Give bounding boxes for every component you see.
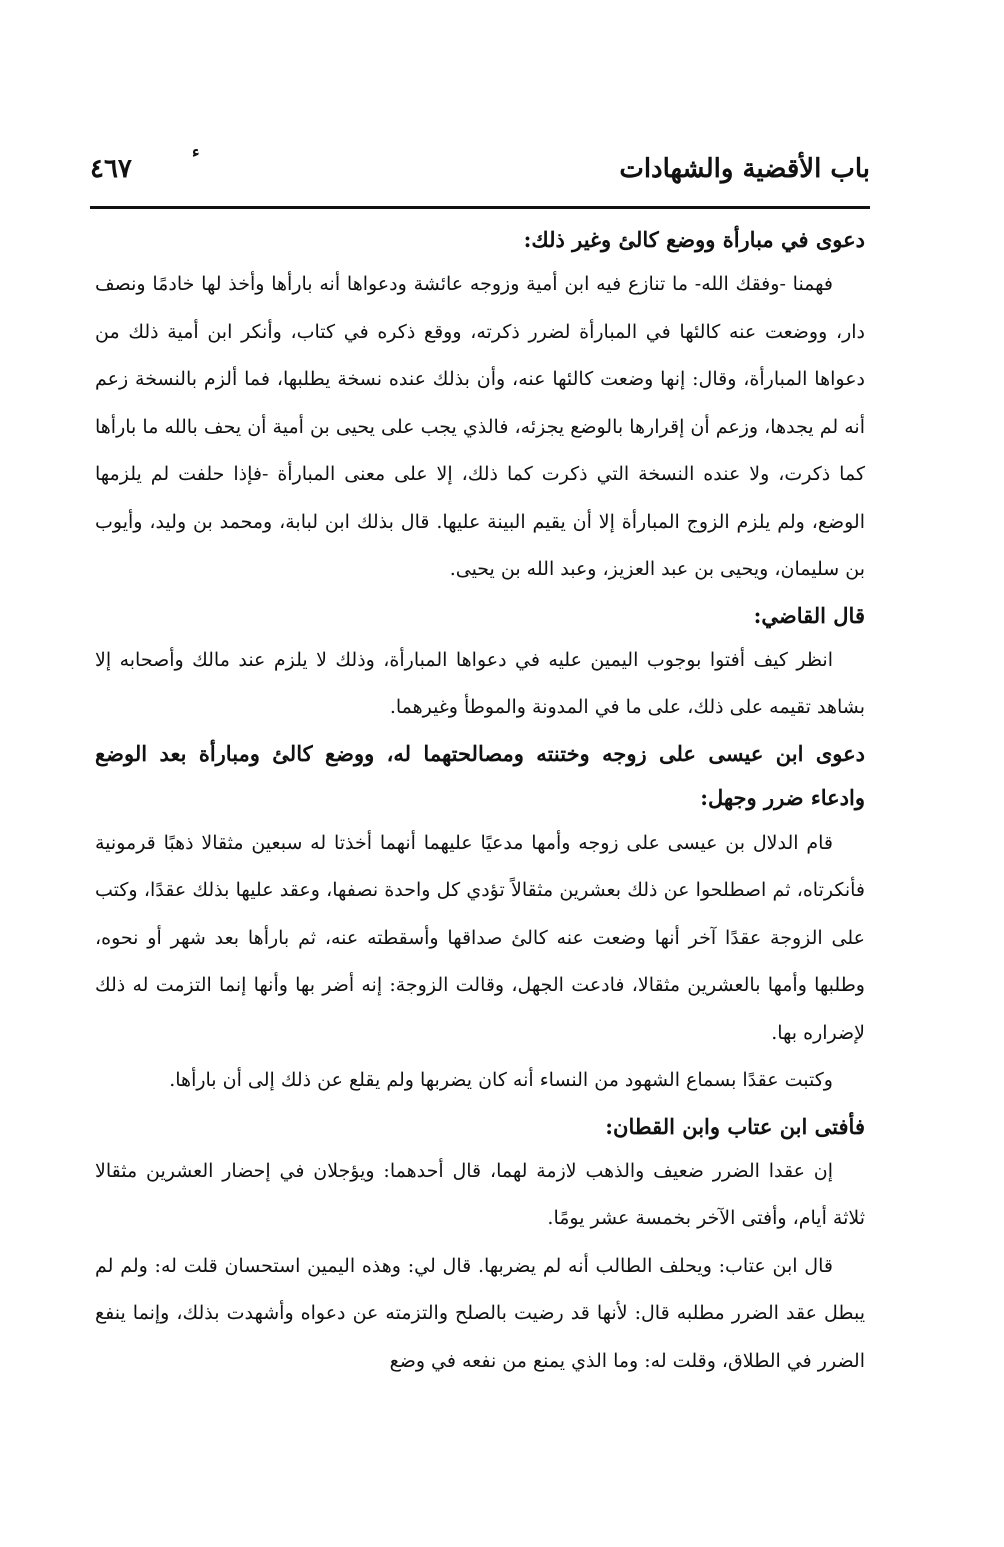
paragraph: انظر كيف أفتوا بوجوب اليمين عليه في دعواها المبارأة، وذلك لا يلزم عند مالك وأصحابه إلا بشاهد تقيمه على ذلك، على ما في المدونة والموطأ وغيرهما.: [95, 648, 865, 718]
header-mark: ء: [192, 142, 200, 161]
paragraph: قام الدلال بن عيسى على زوجه وأمها مدعيًا عليهما أنهما أخذتا له سبعين مثقالا ذهبًا قرمونية فأنكرتاه، ثم اصطلحوا عن ذلك بعشرين مثقالاً تؤدي كل واحدة نصفها، وعقد عليها بذلك عقدًا، وكتب على الزوجة عقدًا آخر أنها وضعت عنه كالئ صداقها وأسقطته عنه، ثم بارأها بعد شهر أو نحوه، وطلبها وأمها بالعشرين مثقالا، فادعت الجهل، وقالت الزوجة: إنه أضر بها وأنها إنما التزمت له ذلك لإضراره بها.: [95, 831, 865, 1044]
section-heading: فأفتى ابن عتاب وابن القطان:: [605, 1113, 865, 1139]
page-body: [95, 218, 865, 1385]
header-rule: [90, 206, 870, 209]
paragraph: فهمنا -وفقك الله- ما تنازع فيه ابن أمية وزوجه عائشة ودعواها أنه بارأها وأخذ لها خادمًا ونصف دار، ووضعت عنه كالئها في المبارأة لضرر ذكرته، ووقع ذكره في كتاب، وأنكر ابن أمية ذلك من دعواها المبارأة، وقال: إنها وضعت كالئها عنه، وأن بذلك عنده نسخة يطلبها، فما ألزم بالنسخة زعم أنه لم يجدها، وزعم أن إقرارها بالوضع يجزئه، فالذي يجب على يحيى بن أمية أن يحف بالله ما بارأها كما ذكرت، ولا عنده النسخة التي ذكرت كما ذلك، إلا على معنى المبارأة -فإذا حلفت لم يلزمها الوضع، ولم يلزم الزوج المبارأة إلا أن يقيم البينة عليها. قال بذلك ابن لبابة، ومحمد بن وليد، وأيوب بن سليمان، ويحيى بن عبد العزيز، وعبد الله بن يحيى.: [95, 273, 865, 580]
page-header: [90, 140, 870, 196]
section-heading: دعوى في مبارأة ووضع كالئ وغير ذلك:: [523, 227, 865, 252]
section-heading: قال القاضي:: [753, 602, 865, 628]
running-title: باب الأقضية والشهادات: [619, 154, 870, 184]
paragraph: قال ابن عتاب: ويحلف الطالب أنه لم يضربها. قال لي: وهذه اليمين استحسان قلت له: ولم لم يبطل عقد الضرر مطلبه قال: لأنها قد رضيت بالصلح والتزمته عن دعواه وأشهدت بذلك، وإنما ينفع الضرر في الطلاق، وقلت له: وما الذي يمنع من نفعه في وضع: [95, 1254, 865, 1372]
paragraph: إن عقدا الضرر ضعيف والذهب لازمة لهما، قال أحدهما: ويؤجلان في إحضار العشرين مثقالا ثلاثة أيام، وأفتى الآخر بخمسة عشر يومًا.: [95, 1159, 865, 1229]
section-heading: دعوى ابن عيسى على زوجه وختنته ومصالحتهما له، ووضع كالئ ومبارأة بعد الوضع وادعاء ضرر وجهل:: [95, 740, 865, 810]
page-number: ٤٦٧: [90, 154, 132, 184]
paragraph: وكتبت عقدًا بسماع الشهود من النساء أنه كان يضربها ولم يقلع عن ذلك إلى أن بارأها.: [169, 1069, 833, 1091]
